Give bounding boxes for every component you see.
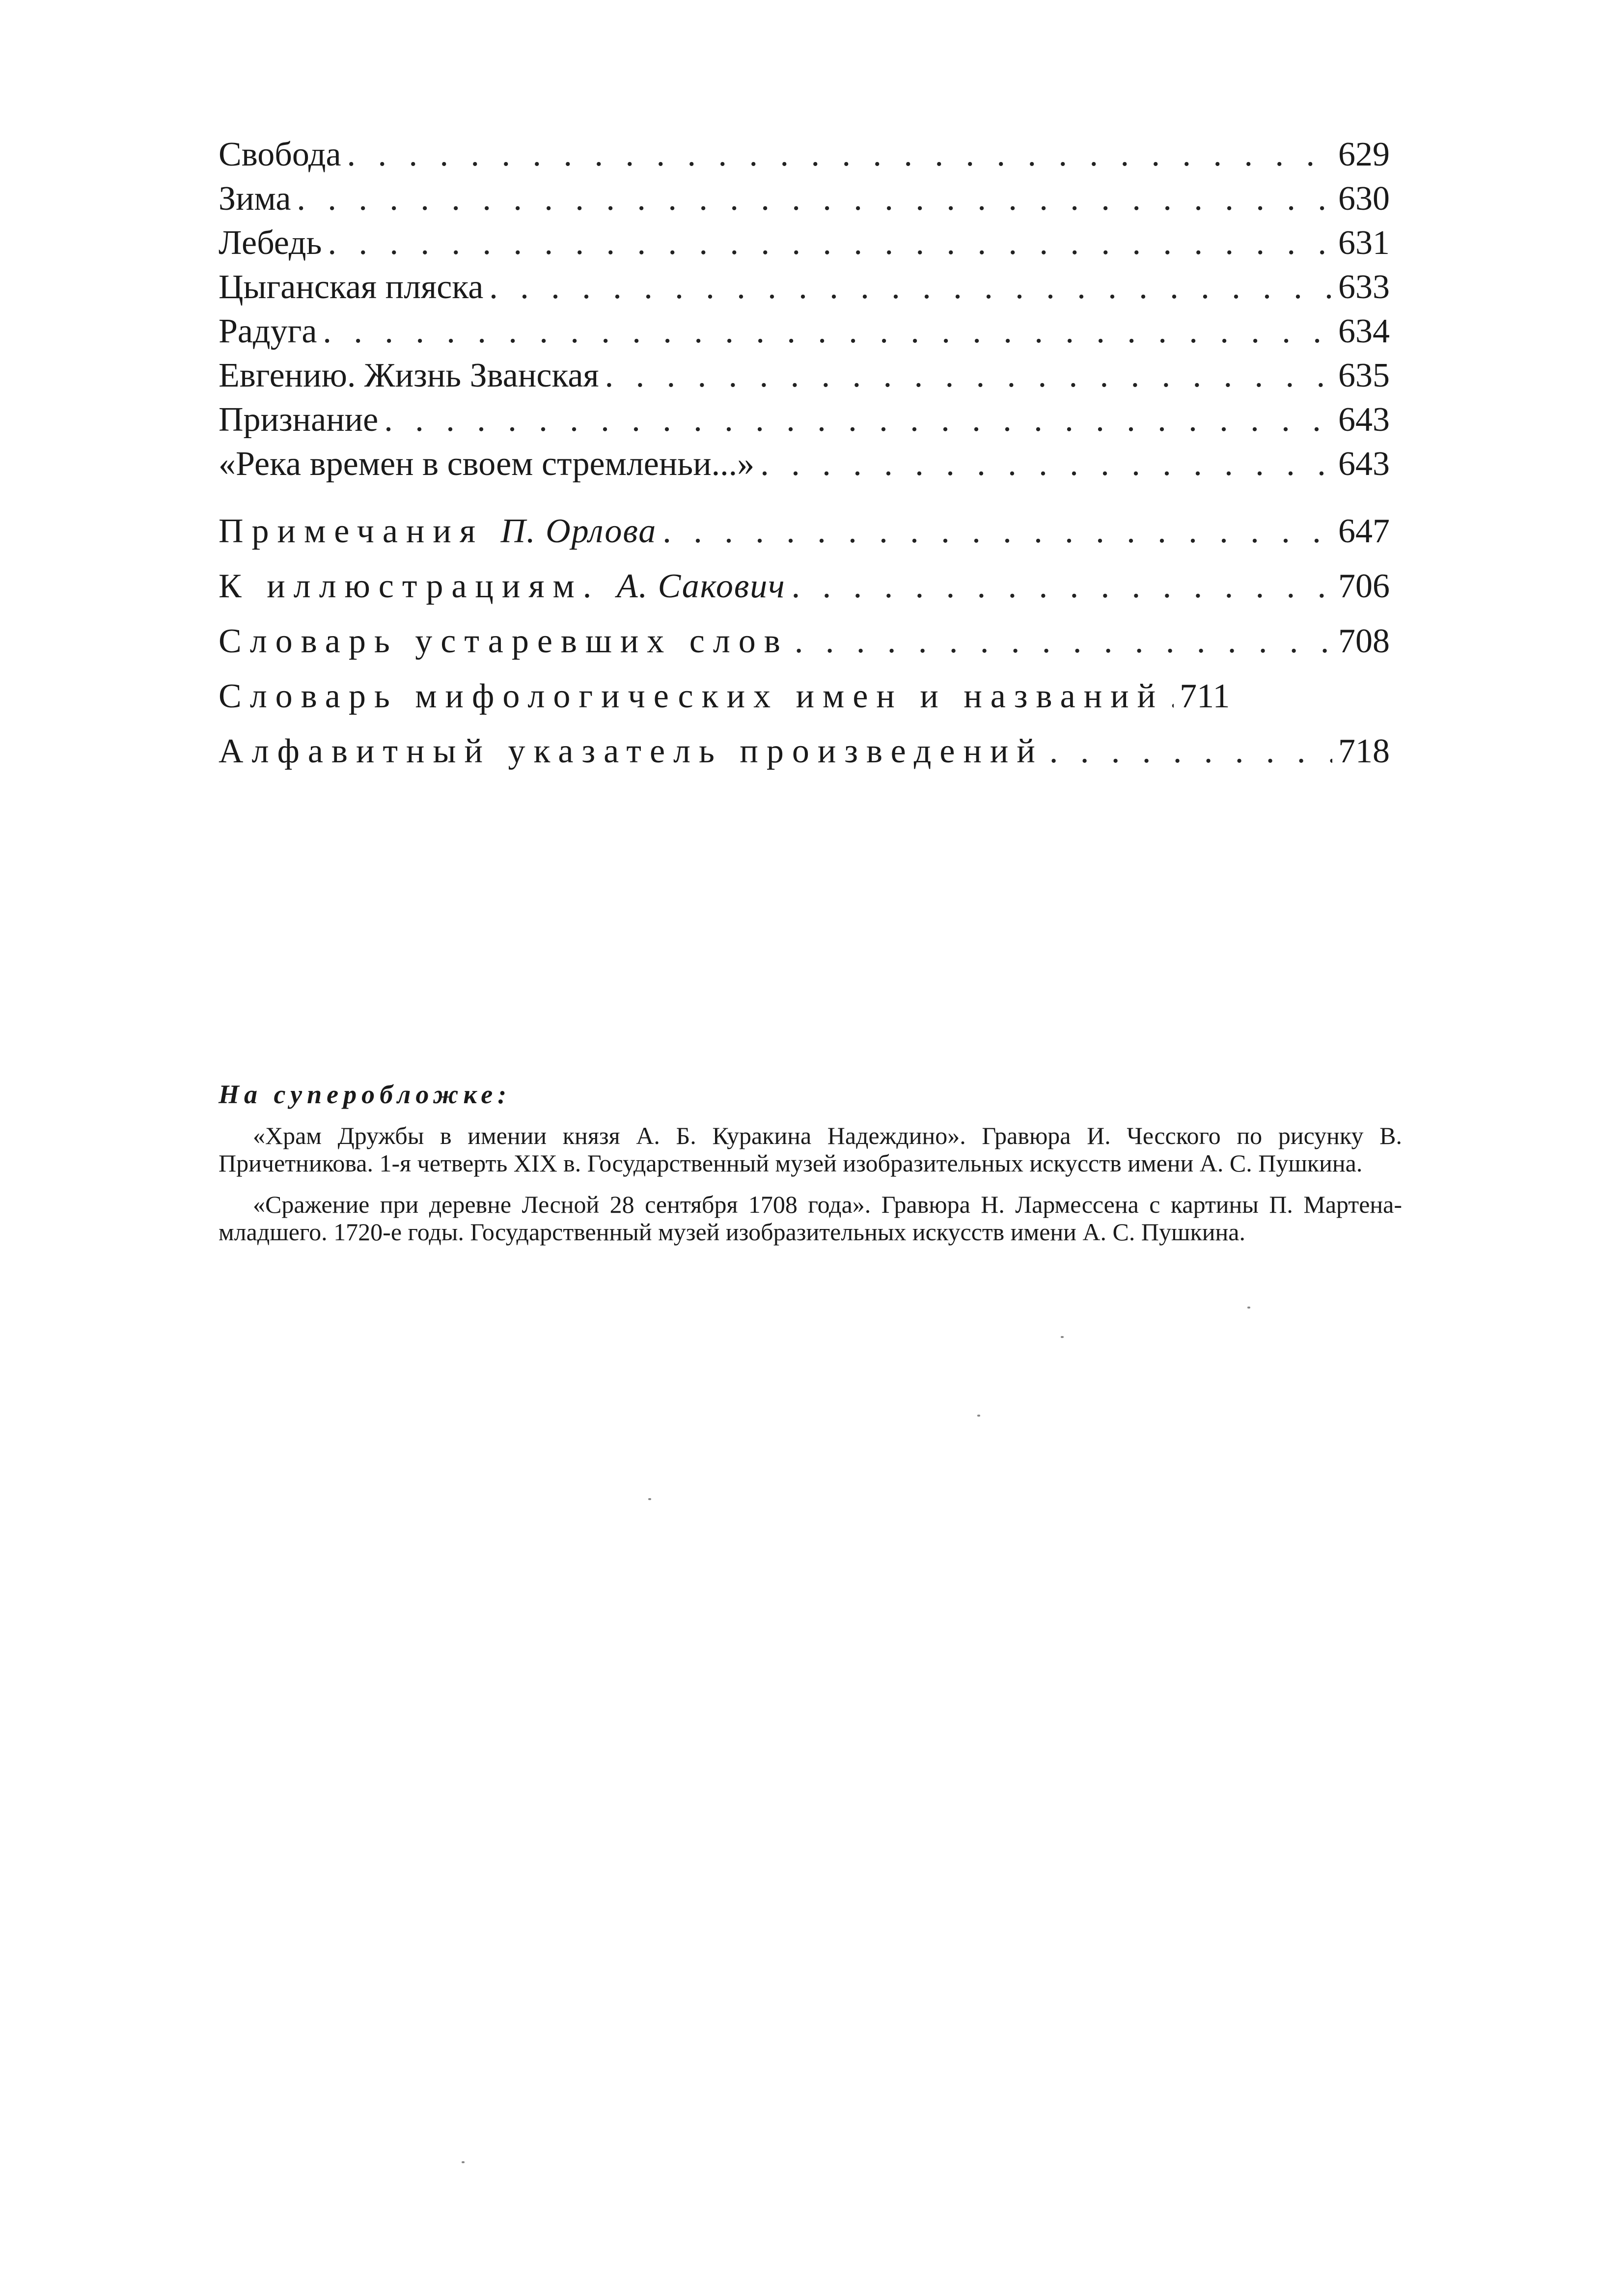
toc-entry: [219, 221, 1390, 265]
toc-section-name: К иллюстрациям.: [219, 567, 600, 605]
toc-section-entry: [219, 504, 1390, 559]
toc-leader-dots: [323, 309, 1332, 354]
toc-entry: [219, 398, 1390, 442]
toc-entry: [219, 354, 1390, 398]
toc-entry-title: Признание: [219, 401, 379, 439]
toc-section-title: [219, 669, 1164, 724]
toc-entry: [219, 133, 1390, 177]
toc-section-title: [219, 724, 1044, 779]
toc-leader-dots: [760, 442, 1332, 486]
toc-section-gap: [219, 486, 1390, 504]
toc-entry-page: 634: [1338, 312, 1390, 350]
toc-entry-page: 643: [1338, 445, 1390, 483]
scan-speck: [462, 2161, 465, 2163]
toc-entry-title: Цыганская пляска: [219, 268, 484, 306]
toc-entry: [219, 177, 1390, 221]
toc-section-page: 706: [1338, 567, 1390, 605]
toc-section-entry: [219, 614, 1390, 669]
toc-entry-title: Зима: [219, 180, 291, 218]
toc-section-author: П. Орлова: [500, 512, 657, 550]
toc-leader-dots: [1170, 669, 1174, 724]
toc-leader-dots: [384, 398, 1332, 442]
cover-credit-paragraph: «Сражение при деревне Лесной 28 сентября 1708 года». Гравюра Н. Лармессена с картины П. Мартена-младшего. 1720-е годы. Государственный музей изобразительных искусств имени А. С. Пушкина.: [219, 1191, 1402, 1246]
toc-section-page: 708: [1338, 622, 1390, 660]
toc-section-author: А. Сакович: [616, 567, 786, 605]
toc-poems: [219, 133, 1390, 486]
toc-entry-page: 630: [1338, 180, 1390, 218]
toc-section-title: [219, 614, 789, 669]
cover-credit-paragraph: «Храм Дружбы в имении князя А. Б. Куракина Надеждино». Гравюра И. Чесского по рисунку В. Причетникова. 1-я четверть XIX в. Государственный музей изобразительных искусств имени А. С. Пушкина.: [219, 1122, 1402, 1177]
toc-leader-dots: [662, 504, 1332, 559]
toc-entry-page: 629: [1338, 136, 1390, 173]
toc-leader-dots: [328, 221, 1332, 265]
toc-entry-title: Лебедь: [219, 224, 322, 262]
toc-appendices: [219, 504, 1390, 779]
toc-section-name: Словарь мифологических имен и названий: [219, 677, 1164, 715]
toc-section-entry: [219, 559, 1390, 614]
toc-section-title: [219, 504, 657, 559]
scan-speck: [1247, 1307, 1250, 1309]
toc-entry: [219, 265, 1390, 309]
cover-credits: [219, 1081, 1402, 1259]
toc-entry-page: 631: [1338, 224, 1390, 262]
toc-leader-dots: [297, 177, 1332, 221]
toc-entry-title: Радуга: [219, 312, 317, 350]
toc-section-page: 711: [1180, 677, 1230, 715]
toc-entry: [219, 309, 1390, 354]
scan-speck: [977, 1415, 980, 1417]
toc-entry-title: Свобода: [219, 136, 341, 173]
toc-leader-dots: [347, 133, 1332, 177]
toc-section-entry: [219, 669, 1390, 724]
toc-section-title: [219, 559, 786, 614]
toc-entry-page: 643: [1338, 401, 1390, 439]
toc-entry: [219, 442, 1390, 486]
toc-entry-page: 635: [1338, 357, 1390, 394]
toc-entry-page: 633: [1338, 268, 1390, 306]
toc-section-name: Алфавитный указатель произведений: [219, 732, 1044, 770]
toc-leader-dots: [1049, 724, 1332, 779]
toc-leader-dots: [489, 265, 1332, 309]
scan-speck: [1061, 1336, 1064, 1338]
cover-heading: На суперобложке:: [219, 1080, 512, 1109]
toc-leader-dots: [605, 354, 1332, 398]
toc-section-page: 718: [1338, 732, 1390, 770]
scan-speck: [648, 1498, 651, 1500]
toc-section-page: 647: [1338, 512, 1390, 550]
toc-section-name: Словарь устаревших слов: [219, 622, 789, 660]
toc-section-name: Примечания: [219, 512, 484, 550]
toc-entry-title: Евгению. Жизнь Званская: [219, 357, 599, 394]
toc-leader-dots: [792, 559, 1332, 614]
table-of-contents: [219, 133, 1390, 779]
toc-entry-title: «Река времен в своем стремленьи...»: [219, 445, 755, 483]
toc-section-entry: [219, 724, 1390, 779]
toc-leader-dots: [795, 614, 1332, 669]
